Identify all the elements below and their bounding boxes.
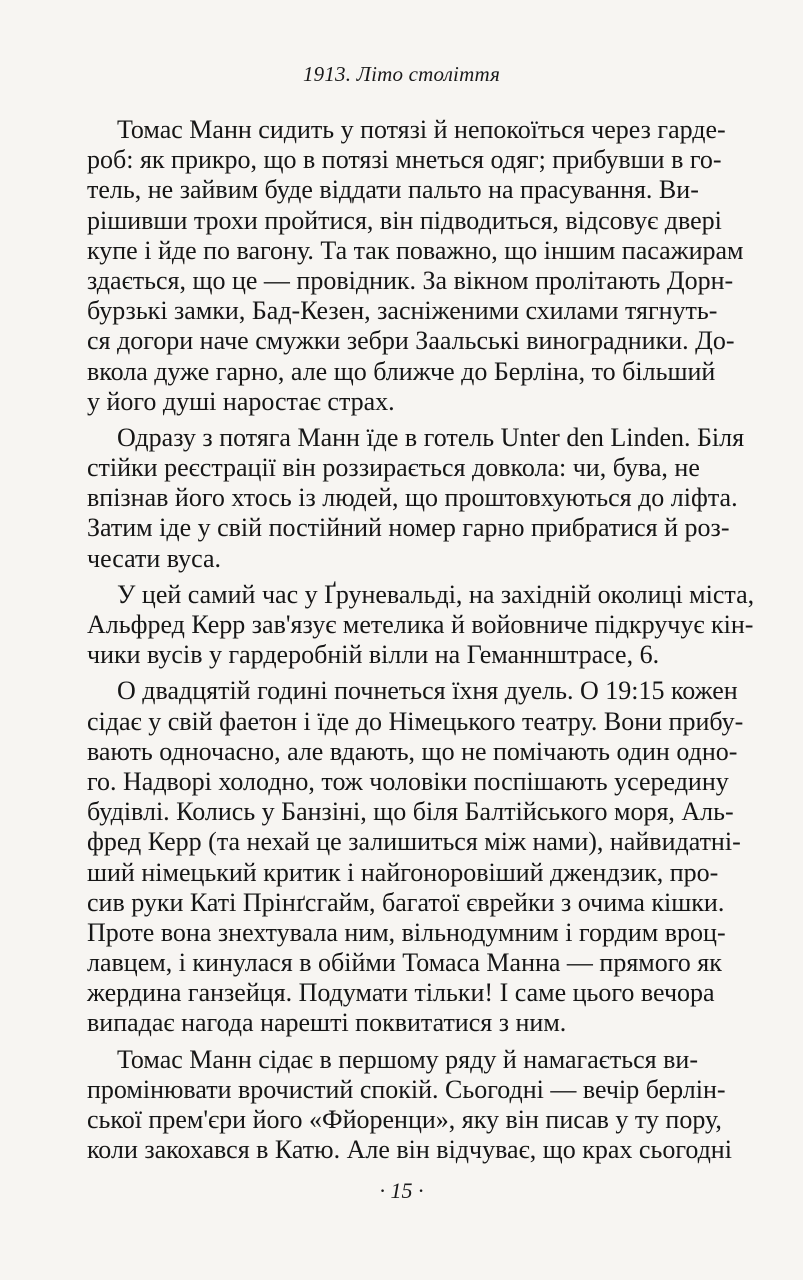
text-line: Одразу з потяга Манн їде в готель Unter den Linden. Біля [117,422,745,452]
paragraph [87,579,755,671]
running-head: 1913. Літо століття [302,62,501,86]
text-line: ший німецький критик і найгоноровіший джендзик, про- [87,857,719,887]
page-number: · 15 · [379,1178,424,1203]
text-line: У цей самий час у Ґруневальді, на західній околиці міста, [117,579,755,609]
text-line: промінювати врочистий спокій. Сьогодні — вечір берлін- [87,1074,726,1104]
text-line: вають одночасно, але вдають, що не помічають один одно- [87,736,738,766]
text-line: чики вусів у гардеробній вілли на Геманнштрасе, 6. [87,640,660,670]
text-line: сідає у свій фаетон і їде до Німецького театру. Вони прибу- [87,706,744,736]
text-line: О двадцятій годині почнеться їхня дуель. О 19:15 кожен [117,676,738,706]
text-line: роб: як прикро, що в потязі мнеться одяг; прибувши в го- [87,145,722,175]
text-line: Затим іде у свій постійний номер гарно прибратися й роз- [87,513,730,543]
text-line: коли закохався в Катю. Але він відчуває, що крах сьогодні [87,1135,732,1165]
text-line: Томас Манн сідає в першому ряду й намагається ви- [117,1044,698,1074]
text-line: бурзькі замки, Бад-Кезен, засніженими схилами тягнуть- [87,296,718,326]
paragraph [87,676,744,1038]
paragraph [87,115,744,417]
text-line: рішивши трохи пройтися, він підводиться, відсовує двері [87,205,722,235]
text-line: вкола дуже гарно, але що ближче до Берліна, то більший [87,356,716,386]
text-line: будівлі. Колись у Банзіні, що біля Балтійського моря, Аль- [87,797,734,827]
text-line: впізнав його хтось із людей, що проштовхуються до ліфта. [87,483,738,513]
text-line: Томас Манн сидить у потязі й непокоїться через гарде- [117,115,726,144]
text-line: тель, не зайвим буде віддати пальто на прасування. Ви- [87,175,699,205]
text-line: фред Керр (та нехай це залишиться між нами), найвидатні- [87,827,741,857]
body-text [87,115,755,1171]
text-line: Альфред Керр зав'язує метелика й войовниче підкручує кін- [87,610,754,639]
text-line: го. Надворі холодно, тож чоловіки поспішають усередину [87,766,729,796]
text-line: ся догори наче смужки зебри Заальські виноградники. До- [87,326,735,356]
text-line: Проте вона знехтувала ним, вільнодумним і гордим вроц- [87,917,726,947]
paragraph [87,422,745,574]
text-line: випадає нагода нарешті поквитатися з ним. [87,1008,567,1038]
text-line: чесати вуса. [87,543,222,573]
text-line: стійки реєстрації він роззирається довкола: чи, бува, не [87,453,700,483]
text-line: жердина ганзейця. Подумати тільки! І саме цього вечора [87,978,715,1008]
paragraph [87,1044,732,1166]
text-line: у його душі наростає страх. [87,386,395,416]
text-line: ської прем'єри його «Фйоренци», яку він писав у ту пору, [87,1105,722,1134]
text-line: купе і йде по вагону. Та так поважно, що іншим пасажирам [87,235,744,265]
text-line: сив руки Каті Прінґсгайм, багатої єврейки з очима кішки. [87,887,725,917]
text-line: лавцем, і кинулася в обійми Томаса Манна — прямого як [87,948,722,978]
text-line: здається, що це — провідник. За вікном пролітають Дорн- [87,265,734,295]
